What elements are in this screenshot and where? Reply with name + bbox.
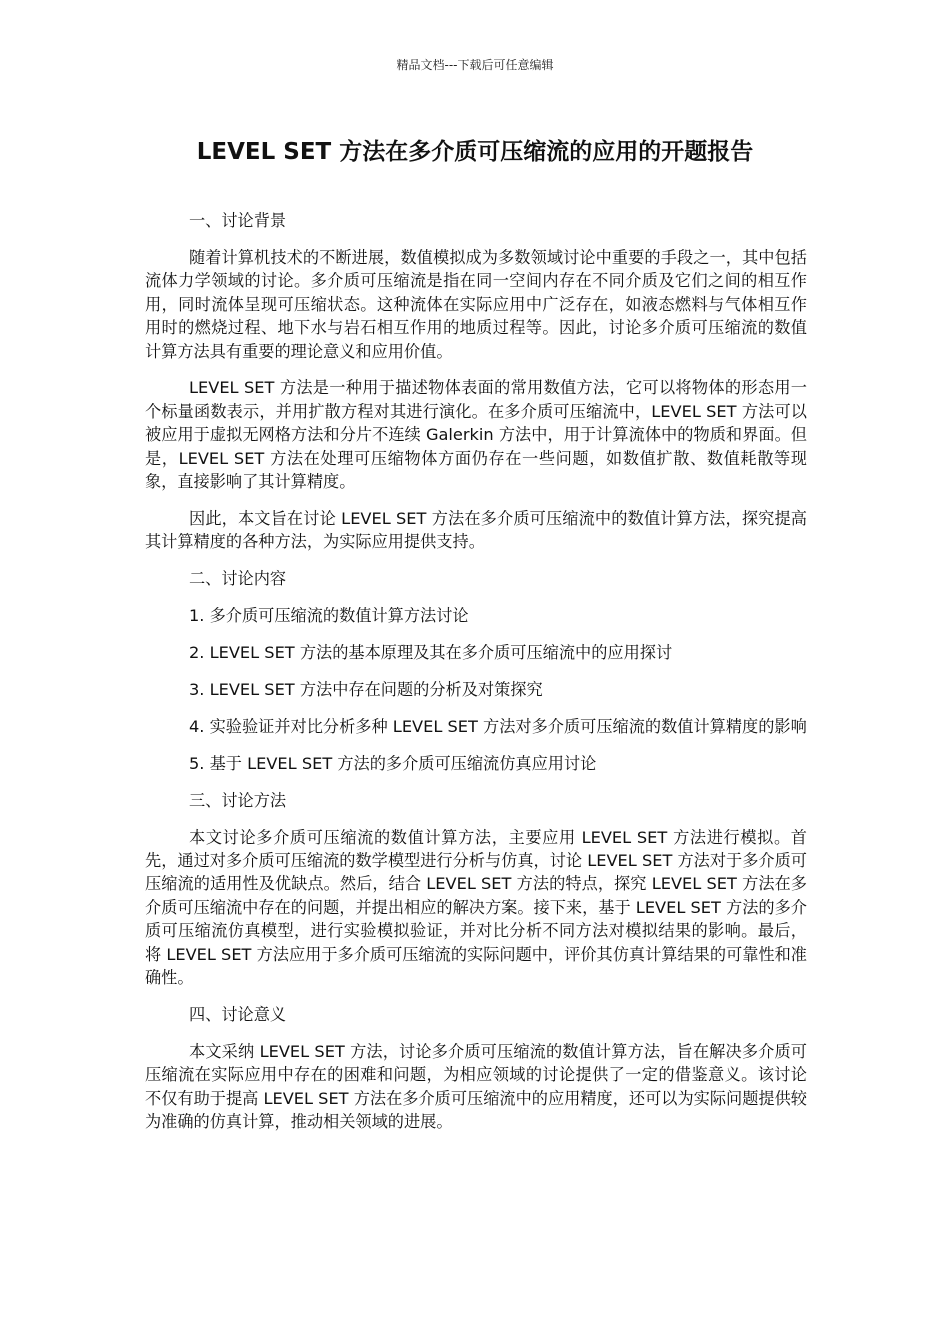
- paragraph: 本文讨论多介质可压缩流的数值计算方法，主要应用 LEVEL SET 方法进行模拟。首先，通过对多介质可压缩流的数学模型进行分析与仿真，讨论 LEVEL SET 方法对于多介质可压缩流的适用性及优缺点。然后，结合 LEVEL SET 方法的特点，探究 LEVEL SET 方法在多介质可压缩流中存在的问题，并提出相应的解决方案。接下来，基于 LEVEL SET 方法的多介质可压缩流仿真模型，进行实验模拟验证，并对比分析不同方法对模拟结果的影响。最后，将 LEVEL SET 方法应用于多介质可压缩流的实际问题中，评价其仿真计算结果的可靠性和准确性。: [145, 827, 807, 988]
- list-item: 3. LEVEL SET 方法中存在问题的分析及对策探究: [189, 680, 543, 699]
- section-heading-background: 一、讨论背景: [189, 211, 287, 230]
- page-header: 精品文档---下载后可任意编辑: [396, 58, 554, 72]
- list-item: 1. 多介质可压缩流的数值计算方法讨论: [189, 606, 469, 626]
- list-item: 2. LEVEL SET 方法的基本原理及其在多介质可压缩流中的应用探讨: [189, 643, 673, 663]
- list-item: 5. 基于 LEVEL SET 方法的多介质可压缩流仿真应用讨论: [189, 753, 597, 773]
- section-heading-content: 二、讨论内容: [189, 569, 287, 589]
- section-heading-significance: 四、讨论意义: [189, 1004, 287, 1024]
- paragraph: 因此，本文旨在讨论 LEVEL SET 方法在多介质可压缩流中的数值计算方法，探究提高其计算精度的各种方法，为实际应用提供支持。: [145, 508, 807, 552]
- document-title: LEVEL SET 方法在多介质可压缩流的应用的开题报告: [196, 139, 754, 165]
- document-body: [145, 209, 807, 1147]
- section-heading-method: 三、讨论方法: [189, 790, 287, 810]
- paragraph: 本文采纳 LEVEL SET 方法，讨论多介质可压缩流的数值计算方法，旨在解决多介质可压缩流在实际应用中存在的困难和问题，为相应领域的讨论提供了一定的借鉴意义。该讨论不仅有助于提高 LEVEL SET 方法在多介质可压缩流中的应用精度，还可以为实际问题提供较为准确的仿真计算，推动相关领域的进展。: [145, 1041, 807, 1132]
- paragraph: LEVEL SET 方法是一种用于描述物体表面的常用数值方法，它可以将物体的形态用一个标量函数表示，并用扩散方程对其进行演化。在多介质可压缩流中，LEVEL SET 方法可以被应用于虚拟无网格方法和分片不连续 Galerkin 方法中，用于计算流体中的物质和界面。但是，LEVEL SET 方法在处理可压缩物体方面仍存在一些问题，如数值扩散、数值耗散等现象，直接影响了其计算精度。: [145, 378, 807, 492]
- list-item: 4. 实验验证并对比分析多种 LEVEL SET 方法对多介质可压缩流的数值计算精度的影响: [189, 716, 807, 736]
- paragraph: 随着计算机技术的不断进展，数值模拟成为多数领域讨论中重要的手段之一，其中包括流体力学领域的讨论。多介质可压缩流是指在同一空间内存在不同介质及它们之间的相互作用，同时流体呈现可压缩状态。这种流体在实际应用中广泛存在，如液态燃料与气体相互作用时的燃烧过程、地下水与岩石相互作用的地质过程等。因此，讨论多介质可压缩流的数值计算方法具有重要的理论意义和应用价值。: [145, 247, 807, 361]
